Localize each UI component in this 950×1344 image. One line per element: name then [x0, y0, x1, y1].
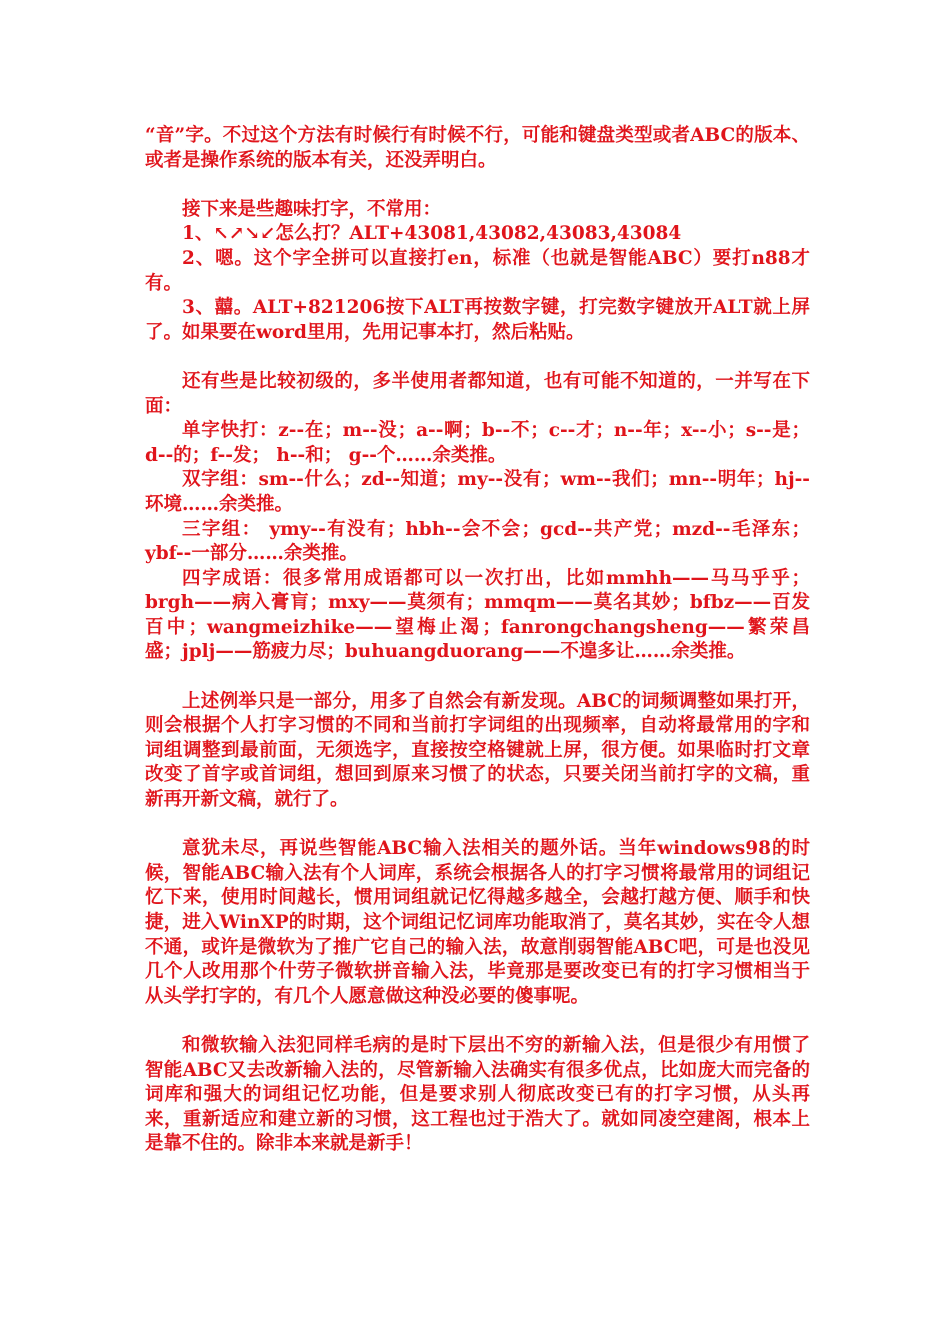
paragraph-gap [145, 813, 810, 838]
paragraph-digression: 意犹未尽，再说些智能ABC输入法相关的题外话。当年windows98的时候，智能ABC输入法有个人词库，系统会根据各人的打字习惯将最常用的词组记忆下来，使用时间越长，惯用词组就记忆得越多越全，会越打越方便、顺手和快捷，进入WinXP的时期，这个词组记忆词库功能取消了，莫名其妙，实在令人想不通，或许是微软为了推广它自己的输入法，故意削弱智能ABC吧，可是也没见几个人改用那个什劳子微软拼音输入法，毕竟那是要改变已有的打字习惯相当于从头学打字的，有几个人愿意做这种没必要的傻事呢。 [145, 838, 810, 1007]
paragraph-xi-tip: 3、囍。ALT+821206按下ALT再按数字键，打完数字键放开ALT就上屏了。如果要在word里用，先用记事本打，然后粘贴。 [145, 297, 810, 343]
paragraph-method-note: “音”字。不过这个方法有时候行有时候不行，可能和键盘类型或者ABC的版本、或者是操作系统的版本有关，还没弄明白。 [145, 125, 810, 171]
document-body [145, 124, 810, 1157]
paragraph-gap [145, 665, 810, 690]
paragraph-basic-intro: 还有些是比较初级的，多半使用者都知道，也有可能不知道的，一并写在下面： [145, 370, 810, 417]
paragraph-idioms: 四字成语：很多常用成语都可以一次打出，比如mmhh——马马乎乎；brgh——病入膏肓；mxy——莫须有；mmqm——莫名其妙；bfbz——百发百中；wangmeizhike——望梅止渴；fanrongchangsheng——繁荣昌盛；jplj——筋疲力尽；buhuangduorang——不遑多让……余类推。 [145, 567, 810, 663]
paragraph-gap [145, 345, 810, 370]
paragraph-gap [145, 1009, 810, 1034]
paragraph-arrows-tip: 1、↖↗↘↙怎么打？ALT+43081,43082,43083,43084 [182, 223, 682, 245]
paragraph-fun-typing-intro: 接下来是些趣味打字，不常用： [182, 198, 442, 220]
paragraph-two-char-words: 双字组：sm--什么；zd--知道；my--没有；wm--我们；mn--明年；hj--环境……余类推。 [145, 469, 810, 515]
paragraph-conclusion: 和微软输入法犯同样毛病的是时下层出不穷的新输入法，但是很少有用惯了智能ABC又去改新输入法的，尽管新输入法确实有很多优点，比如庞大而完备的词库和强大的词组记忆功能，但是要求别人彻底改变已有的打字习惯，从头再来，重新适应和建立新的习惯，这工程也过于浩大了。就如同凌空建阁，根本上是靠不住的。除非本来就是新手！ [145, 1034, 810, 1155]
paragraph-single-char-shortcuts: 单字快打：z--在；m--没；a--啊；b--不；c--才；n--年；x--小；s--是；d--的；f--发； h--和； g--个……余类推。 [145, 420, 810, 466]
paragraph-gap [145, 173, 810, 198]
paragraph-three-char-words: 三字组： ymy--有没有；hbh--会不会；gcd--共产党；mzd--毛泽东；ybf--一部分……余类推。 [145, 518, 810, 565]
paragraph-en-tip: 2、嗯。这个字全拼可以直接打en，标准（也就是智能ABC）要打n88才有。 [145, 247, 810, 294]
paragraph-word-frequency: 上述例举只是一部分，用多了自然会有新发现。ABC的词频调整如果打开，则会根据个人打字习惯的不同和当前打字词组的出现频率，自动将最常用的字和词组调整到最前面，无须选字，直接按空格键就上屏，很方便。如果临时打文章改变了首字或首词组，想回到原来习惯了的状态，只要关闭当前打字的文稿，重新再开新文稿，就行了。 [145, 690, 810, 811]
